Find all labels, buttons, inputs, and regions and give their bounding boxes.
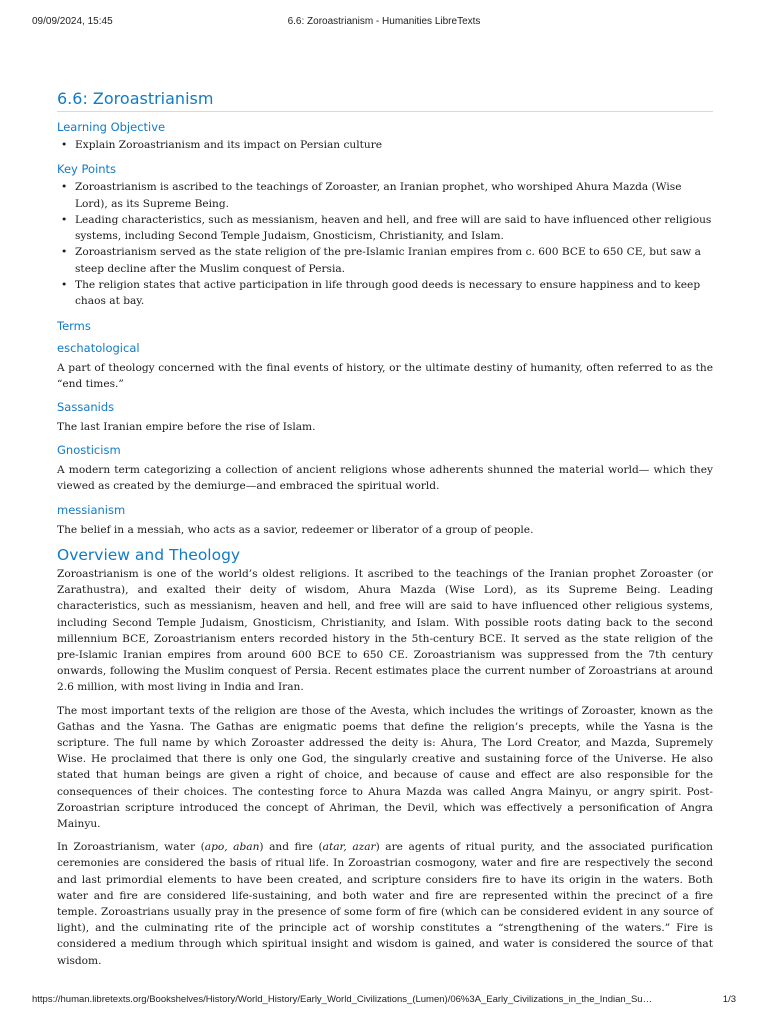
term-definition: The last Iranian empire before the rise of Islam. — [57, 421, 316, 434]
article-content — [57, 88, 713, 976]
list-item: • Explain Zoroastrianism and its impact on Persian culture — [57, 137, 713, 153]
body-paragraph — [57, 839, 713, 969]
term-name: eschatological — [57, 340, 140, 355]
print-footer — [32, 994, 736, 1008]
list-item: • Zoroastrianism is ascribed to the teachings of Zoroaster, an Iranian prophet, who worshiped Ahura Mazda (Wise Lord), as its Supreme Being. — [57, 179, 713, 212]
term-name: messianism — [57, 502, 126, 517]
italic-term: apo, aban — [204, 841, 260, 854]
key-points-box — [57, 161, 713, 309]
learning-objective-list — [57, 137, 713, 153]
learning-objective-box — [57, 119, 713, 153]
print-datetime: 09/09/2024, 15:45 — [32, 16, 113, 27]
learning-objective-heading: Learning Objective — [57, 120, 166, 134]
key-points-heading: Key Points — [57, 162, 117, 177]
list-item: • Leading characteristics, such as messianism, heaven and hell, and free will are said to have influenced other religious systems, including Second Temple Judaism, Gnosticism, Christianity, and Islam. — [57, 212, 713, 245]
term-name: Gnosticism — [57, 443, 121, 458]
body-paragraph: Zoroastrianism is one of the world’s oldest religions. It ascribed to the teachings of the Iranian prophet Zoroaster (or Zarathustra), and exalted their deity of wisdom, Ahura Mazda (Wise Lord), as its Supreme Being. Leading characteristics, such as messianism, heaven and hell, and free will are said to have influenced other religious systems, including Second Temple Judaism, Gnosticism, Christianity, and Islam. With possible roots dating back to the second millennium BCE, Zoroastrianism enters recorded history in the 5th-century BCE. It served as the state religion of the pre-Islamic Iranian empires from around 600 BCE to 650 CE. Zoroastrianism was suppressed from the 7th century onwards, following the Muslim conquest of Persia. Recent estimates place the current number of Zoroastrians at around 2.6 million, with most living in India and Iran. — [57, 567, 713, 694]
print-header — [32, 16, 736, 30]
terms-box — [57, 318, 713, 538]
paragraph-text: In Zoroastrianism, water ( — [57, 841, 205, 854]
term-definition: A part of theology concerned with the final events of history, or the ultimate destiny of humanity, often referred to as the “end times.” — [57, 361, 713, 390]
page-number: 1/3 — [722, 994, 736, 1005]
term-definition: A modern term categorizing a collection of ancient religions whose adherents shunned the material world— which they viewed as created by the demiurge—and embraced the spiritual world. — [57, 464, 713, 493]
paragraph-text: ) and fire ( — [259, 841, 323, 854]
paragraph-text: ) are agents of ritual purity, and the associated purification ceremonies are considered the basis of ritual life. In Zoroastrian cosmogony, water and fire are respectively the second and last primordial elements to have been created, and scripture considers fire to have its origin in the waters. Both water and fire are considered life-sustaining, and both water and fire are represented within the precinct of a fire temple. Zoroastrians usually pray in the presence of some form of fire (which can be considered evident in any source of light), and the culminating rite of the principle act of worship constitutes a “strengthening of the waters.” Fire is considered a medium through which spiritual insight and wisdom is gained, and water is considered the source of that wisdom. — [57, 841, 713, 967]
print-page-title: 6.6: Zoroastrianism - Humanities LibreTexts — [287, 16, 481, 27]
print-url: https://human.libretexts.org/Bookshelves/History/World_History/Early_World_Civilizations_(Lumen)/06%3A_Early_Civilizations_in_the_Indian_Su… — [32, 994, 653, 1005]
list-item: • The religion states that active participation in life through good deeds is necessary to ensure happiness and to keep chaos at bay. — [57, 277, 713, 310]
key-points-list — [57, 179, 713, 309]
list-item: • Zoroastrianism served as the state religion of the pre-Islamic Iranian empires from c. 600 BCE to 650 CE, but saw a steep decline after the Muslim conquest of Persia. — [57, 244, 713, 277]
body-paragraph: The most important texts of the religion are those of the Avesta, which includes the writings of Zoroaster, known as the Gathas and the Yasna. The Gathas are enigmatic poems that define the religion’s precepts, while the Yasna is the scripture. The full name by which Zoroaster addressed the deity is: Ahura, The Lord Creator, and Mazda, Supremely Wise. He proclaimed that there is only one God, the singularly creative and sustaining force of the Universe. He also stated that human beings are given a right of choice, and because of cause and effect are also responsible for the consequences of their choices. The contesting force to Ahura Mazda was called Angra Mainyu, or angry spirit. Post-Zoroastrian scripture introduced the concept of Ahriman, the Devil, which was effectively a personification of Angra Mainyu. — [57, 704, 713, 830]
italic-term: atar, azar — [322, 841, 376, 854]
term-definition: The belief in a messiah, who acts as a savior, redeemer or liberator of a group of people. — [57, 523, 534, 536]
section-heading-overview: Overview and Theology — [57, 545, 241, 564]
term-name: Sassanids — [57, 400, 115, 415]
page-title: 6.6: Zoroastrianism — [57, 88, 713, 112]
terms-heading: Terms — [57, 318, 91, 333]
